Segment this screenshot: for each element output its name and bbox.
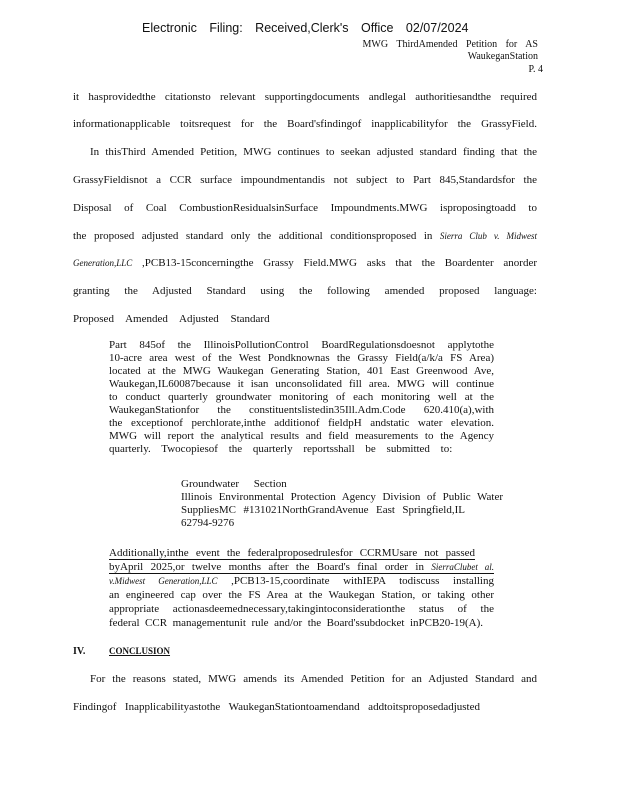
indented-line-underlined: Additionally,inthe event the federalproposedrulesfor CCRMUsare not passed [109, 547, 475, 559]
body-text: the proposed adjusted standard only the additional conditionsproposed in [73, 230, 433, 242]
indented-line: the exceptionof perchlorate,inthe additionof fieldpH andstatic water elevation. [109, 417, 494, 429]
body-line: granting the Adjusted Standard using the following amended proposed language: [73, 285, 537, 297]
body-text: byApril 2025,or twelve months after the Board's final order in [109, 561, 424, 573]
indented-line: appropriate actionasdeemednecessary,takingintoconsiderationthe status of the [109, 603, 494, 615]
filing-stamp: Electronic Filing: Received,Clerk's Office 02/07/2024 [142, 21, 469, 35]
body-text: ,PCB13-15,coordinate withIEPA todiscuss installing [231, 575, 494, 587]
indented-line: to conduct quarterly groundwater monitoring of each monitoring well at the [109, 391, 494, 403]
address-line: Groundwater Section [181, 478, 287, 490]
address-line: Illinois Environmental Protection Agency Division of Public Water [181, 491, 503, 503]
body-line: Disposal of Coal CombustionResidualsinSurface Impoundments.MWG isproposingtoadd to [73, 202, 537, 214]
body-line: In thisThird Amended Petition, MWG continues to seekan adjusted standard finding that the [90, 146, 537, 158]
body-line [73, 257, 537, 270]
section-title: CONCLUSION [109, 646, 171, 656]
indented-line-underlined [109, 562, 494, 574]
body-text: ,PCB13-15concerningthe Grassy Field.MWG asks that the Boardenter anorder [142, 257, 537, 269]
page-number: P. 4 [528, 64, 543, 75]
address-line: 62794-9276 [181, 517, 235, 529]
case-citation: v.Midwest Generation,LLC [109, 576, 218, 586]
body-line: it hasprovidedthe citationsto relevant supportingdocuments andlegal authoritiesandthe required [73, 91, 537, 103]
section-number: IV. [73, 646, 86, 657]
indented-line: quarterly. Twocopiesof the quarterly reportsshall be submitted to: [109, 443, 453, 455]
address-line: SuppliesMC #131021NorthGrandAvenue East Springfield,IL [181, 504, 465, 516]
body-line: Findingof Inapplicabilityastothe WaukeganStationtoamendand addtoitsproposedadjusted [73, 701, 480, 713]
indented-line: MWG will report the analytical results and field measurements to the Agency [109, 430, 494, 442]
case-citation: SierraClubet al. [431, 562, 495, 572]
proposed-standard-heading: Proposed Amended Adjusted Standard [73, 313, 270, 325]
body-line: For the reasons stated, MWG amends its Amended Petition for an Adjusted Standard and [90, 673, 537, 685]
body-line: GrassyFieldisnot a CCR surface impoundmentandis not subject to Part 845,Standardsfor the [73, 174, 537, 186]
indented-line: WaukeganStationfor the constituentslistedin35Ill.Adm.Code 620.410(a),with [109, 404, 494, 416]
indented-line: Waukegan,IL60087because it isan unconsolidated fill area. MWG will continue [109, 378, 494, 390]
case-citation: Generation,LLC [73, 258, 133, 268]
body-line: informationapplicable toitsrequest for the Board'sfindingof inapplicabilityfor the GrassyField. [73, 118, 537, 130]
indented-line: an engineered cap over the FS Area at the Waukegan Station, or taking other [109, 589, 494, 601]
indented-line: located at the MWG Waukegan Generating Station, 401 East Greenwood Ave, [109, 365, 494, 377]
case-citation: Sierra Club v. Midwest [439, 231, 538, 241]
body-line [73, 230, 537, 243]
indented-line [109, 576, 494, 587]
indented-line: federal CCR managementunit rule and/or the Board'ssubdocket inPCB20-19(A). [109, 617, 483, 629]
indented-line: 10-acre area west of the West Pondknownas the Grassy Field(a/k/a FS Area) [109, 352, 494, 364]
indented-line: Part 845of the IllinoisPollutionControl BoardRegulationsdoesnot applytothe [109, 339, 494, 351]
document-header-station: WaukeganStation [467, 51, 538, 62]
document-header-title: MWG ThirdAmended Petition for AS [362, 39, 538, 50]
